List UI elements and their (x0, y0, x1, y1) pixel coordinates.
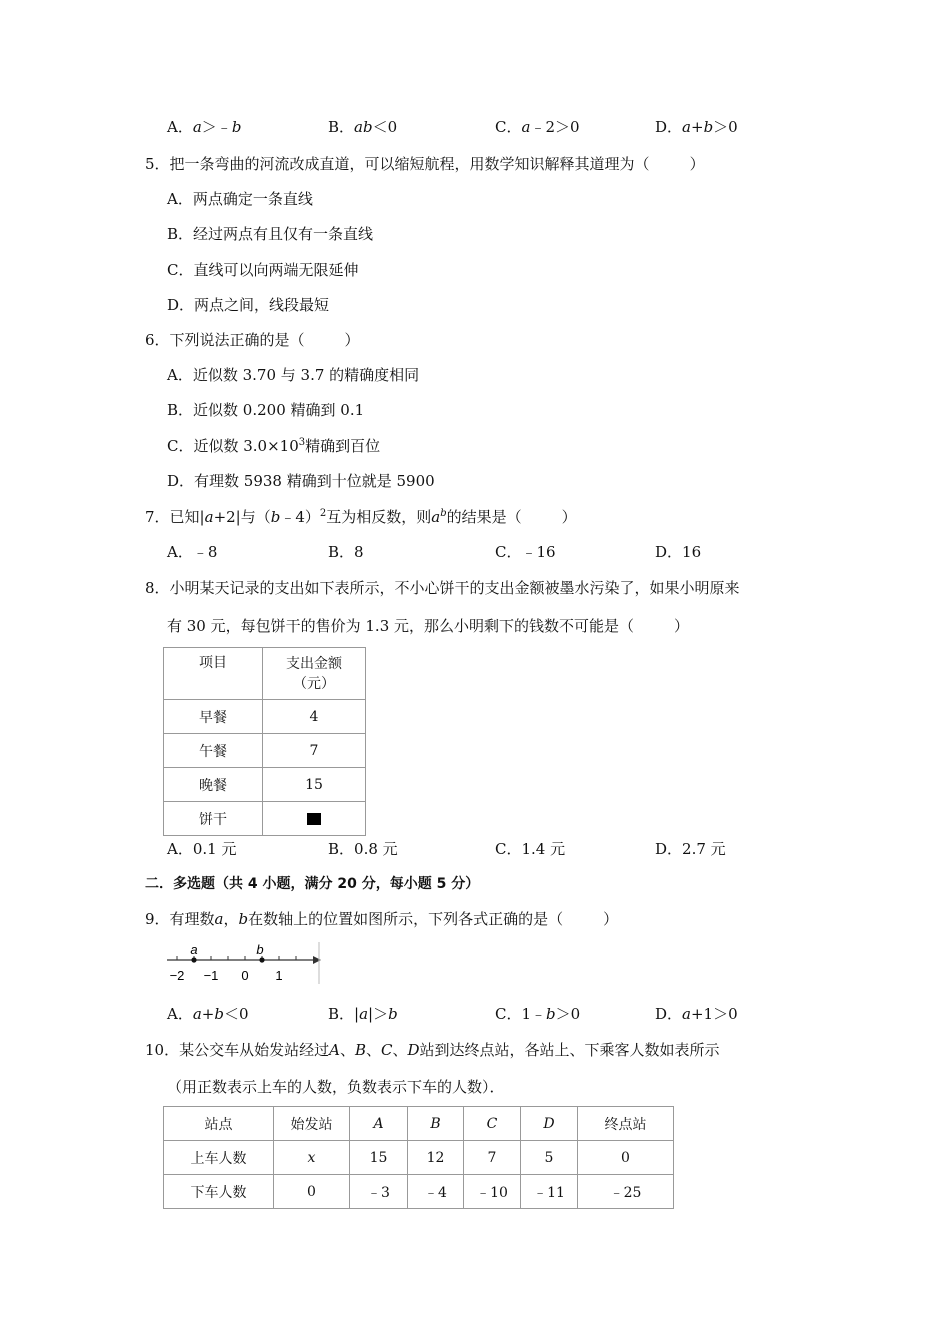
q10-header-cell: 始发站 (274, 1107, 350, 1141)
q4-option-a (167, 117, 241, 137)
q9-text-1: 9．有理数 (145, 910, 215, 928)
q10-header-cell: 终点站 (578, 1107, 674, 1141)
q10-station-d: D (407, 1041, 420, 1059)
q9-var-b: b (238, 910, 249, 928)
q4-option-d-rest: ＞0 (713, 118, 738, 136)
q8-table-header-amount-line-2: （元） (293, 675, 335, 692)
q8-stem-line-2 (167, 616, 689, 636)
q6-stem-text: 6．下列说法正确的是（ (145, 331, 305, 349)
q9-comma: ， (223, 910, 239, 928)
q9-option-b (328, 1004, 398, 1024)
q5-stem-close: ） (689, 155, 705, 173)
q9-option-d-letter: D． (655, 1005, 683, 1023)
q4-option-b-rest: ＜0 (372, 118, 398, 136)
q4-option-c-rest: ﹣2＞0 (530, 118, 580, 136)
q9-option-b-var-b: b (388, 1005, 398, 1023)
table-row (164, 734, 366, 768)
q10-text-2: 站到达终点站，各站上、下乘客人数如表所示 (419, 1041, 720, 1059)
q7-option-a: A．﹣8 (167, 543, 218, 561)
q4-option-c (495, 117, 580, 137)
q9-stem (145, 909, 618, 929)
q4-option-a-letter: A． (167, 118, 193, 136)
q10-station-b: B (354, 1041, 366, 1059)
q10-sep-3: 、 (392, 1041, 408, 1059)
q4-option-b-letter: B． (328, 118, 355, 136)
q9-option-b-var-a: a (359, 1005, 369, 1023)
table-row (164, 700, 366, 734)
q5-option-d: D．两点之间，线段最短 (167, 296, 330, 314)
q10-cell: ﹣4 (408, 1175, 464, 1209)
q5-option-c: C．直线可以向两端无限延伸 (167, 261, 359, 279)
q9-option-a-rest: ＜0 (223, 1005, 249, 1023)
q9-option-c-letter: C．1﹣ (495, 1005, 547, 1023)
q6-option-b: B．近似数 0.200 精确到 0.1 (167, 401, 365, 419)
q10-cell: 12 (408, 1141, 464, 1175)
q7-option-b: B．8 (328, 543, 364, 561)
q4-option-c-letter: C． (495, 118, 522, 136)
q8-option-a: A．0.1 元 (167, 840, 237, 858)
q6-option-c-exponent: 3 (298, 437, 306, 448)
q6-option-d: D．有理数 5938 精确到十位就是 5900 (167, 472, 435, 490)
q6-stem (145, 330, 360, 350)
q7-text-4: 互为相反数，则 (326, 508, 432, 526)
q9-var-a: a (214, 910, 224, 928)
number-line-tick-label: −1 (203, 968, 219, 983)
q7-text-3: ﹣4） (280, 508, 320, 526)
q10-cell: 上车人数 (164, 1141, 274, 1175)
q6-option-c-suffix: 精确到百位 (305, 437, 381, 455)
q10-cell: ﹣3 (350, 1175, 408, 1209)
q9-option-a-letter: A． (167, 1005, 193, 1023)
q4-option-b-var: ab (354, 118, 373, 136)
q10-cell: ﹣25 (578, 1175, 674, 1209)
q9-option-a-var-a: a (192, 1005, 202, 1023)
number-line-tick-label: −2 (169, 968, 185, 983)
q9-option-c-var-b: b (546, 1005, 556, 1023)
point-a-marker (191, 957, 196, 962)
q5-stem (145, 154, 705, 174)
q8-row-amount: 4 (263, 700, 366, 734)
point-b-label: b (256, 942, 264, 957)
q4-option-d (655, 117, 738, 137)
q9-option-a-var-b: b (214, 1005, 224, 1023)
q4-option-c-var: a (521, 118, 531, 136)
q10-cell: ﹣10 (464, 1175, 521, 1209)
q7-var-b: b (270, 508, 281, 526)
q10-text-1: 10．某公交车从始发站经过 (145, 1041, 330, 1059)
q10-station-c: C (381, 1041, 393, 1059)
q10-cell: 15 (350, 1141, 408, 1175)
q10-sep-1: 、 (339, 1041, 355, 1059)
q10-table-header-row (164, 1107, 674, 1141)
number-line-arrow-icon (313, 956, 321, 964)
ink-blot-icon (307, 813, 321, 825)
q8-table-header-item: 项目 (164, 648, 263, 700)
q7-text-5: 的结果是（ (446, 508, 522, 526)
q8-option-d: D．2.7 元 (655, 840, 726, 858)
q7-stem-close: ） (561, 508, 577, 526)
table-row (164, 1175, 674, 1209)
q10-stem-line-2: （用正数表示上车的人数，负数表示下车的人数）． (167, 1078, 505, 1096)
q8-table-header-amount (263, 648, 366, 700)
q9-stem-close: ） (603, 910, 619, 928)
q4-option-a-var-a: a (192, 118, 202, 136)
q8-row-item: 午餐 (164, 734, 263, 768)
q9-option-d-rest: +1＞0 (690, 1005, 738, 1023)
q7-var-a-power: a (431, 508, 441, 526)
q10-cell: 0 (274, 1175, 350, 1209)
q8-row-amount: 7 (263, 734, 366, 768)
q8-row-item: 饼干 (164, 802, 263, 836)
q10-sep-2: 、 (365, 1041, 381, 1059)
q9-option-a-plus: + (201, 1005, 215, 1023)
q4-option-a-rest: ＞﹣ (201, 118, 232, 136)
q10-cell: 0 (578, 1141, 674, 1175)
q8-stem-line-1: 8．小明某天记录的支出如下表所示，不小心饼干的支出金额被墨水污染了，如果小明原来 (145, 579, 740, 597)
q10-cell: ﹣11 (521, 1175, 578, 1209)
q7-text-1: 7．已知| (145, 508, 205, 526)
table-row (164, 768, 366, 802)
q5-option-a: A．两点确定一条直线 (167, 190, 313, 208)
section-2-heading: 二．多选题（共 4 小题，满分 20 分，每小题 5 分） (145, 876, 480, 892)
q7-text-2: +2|与（ (213, 508, 271, 526)
q10-cell: 5 (521, 1141, 578, 1175)
q8-row-amount-ink-blot (263, 802, 366, 836)
table-row (164, 1141, 674, 1175)
q4-option-d-var-a: a (682, 118, 691, 136)
q8-stem-close: ） (674, 617, 690, 635)
q10-station-a: A (329, 1041, 340, 1059)
q8-table-header-row (164, 648, 366, 700)
q5-stem-text: 5．把一条弯曲的河流改成直道，可以缩短航程，用数学知识解释其道理为（ (145, 155, 650, 173)
q6-option-c-text: C．近似数 3.0×10 (167, 437, 299, 455)
q9-number-line (163, 938, 323, 988)
q6-option-a: A．近似数 3.70 与 3.7 的精确度相同 (167, 366, 420, 384)
number-line-tick-label: 0 (241, 968, 249, 983)
q8-expense-table (163, 647, 366, 836)
q9-option-d-var-a: a (682, 1005, 691, 1023)
q8-row-amount: 15 (263, 768, 366, 802)
q9-option-b-letter: B．| (328, 1005, 360, 1023)
q9-option-b-mid: |＞ (368, 1005, 389, 1023)
q8-table-header-amount-line-1: 支出金额 (286, 655, 342, 672)
q10-header-cell: 站点 (164, 1107, 274, 1141)
point-b-marker (259, 957, 264, 962)
q10-stem-line-1 (145, 1040, 720, 1060)
q4-option-d-letter: D． (655, 118, 683, 136)
q8-row-item: 晚餐 (164, 768, 263, 802)
q10-header-cell: A (350, 1107, 408, 1141)
q10-header-cell: C (464, 1107, 521, 1141)
q8-option-b: B．0.8 元 (328, 840, 398, 858)
q7-exponent-b: b (440, 508, 447, 519)
q4-option-d-plus: + (690, 118, 704, 136)
q10-cell: 下车人数 (164, 1175, 274, 1209)
q10-passenger-table (163, 1106, 674, 1209)
q4-option-b (328, 117, 397, 137)
q7-var-a: a (204, 508, 214, 526)
q7-option-c: C．﹣16 (495, 543, 556, 561)
q9-text-2: 在数轴上的位置如图所示，下列各式正确的是（ (248, 910, 564, 928)
q10-cell: x (274, 1141, 350, 1175)
q8-option-c: C．1.4 元 (495, 840, 566, 858)
q10-header-cell: B (408, 1107, 464, 1141)
q9-option-c (495, 1004, 580, 1024)
q6-option-c (167, 436, 380, 456)
q9-option-a (167, 1004, 249, 1024)
q9-option-d (655, 1004, 738, 1024)
number-line-tick-label: 1 (275, 968, 283, 983)
q8-stem-line-2-text: 有 30 元，每包饼干的售价为 1.3 元，那么小明剩下的钱数不可能是（ (167, 617, 635, 635)
q7-exponent-2: 2 (319, 508, 327, 519)
q9-option-c-rest: ＞0 (555, 1005, 581, 1023)
q4-option-d-var-b: b (703, 118, 714, 136)
q7-option-d: D．16 (655, 543, 702, 561)
q5-option-b: B．经过两点有且仅有一条直线 (167, 225, 374, 243)
q10-cell: 7 (464, 1141, 521, 1175)
point-a-label: a (190, 942, 198, 957)
q6-stem-close: ） (344, 331, 360, 349)
q8-row-item: 早餐 (164, 700, 263, 734)
q10-header-cell: D (521, 1107, 578, 1141)
q7-stem (145, 507, 577, 527)
table-row (164, 802, 366, 836)
q4-option-a-var-b: b (231, 118, 242, 136)
